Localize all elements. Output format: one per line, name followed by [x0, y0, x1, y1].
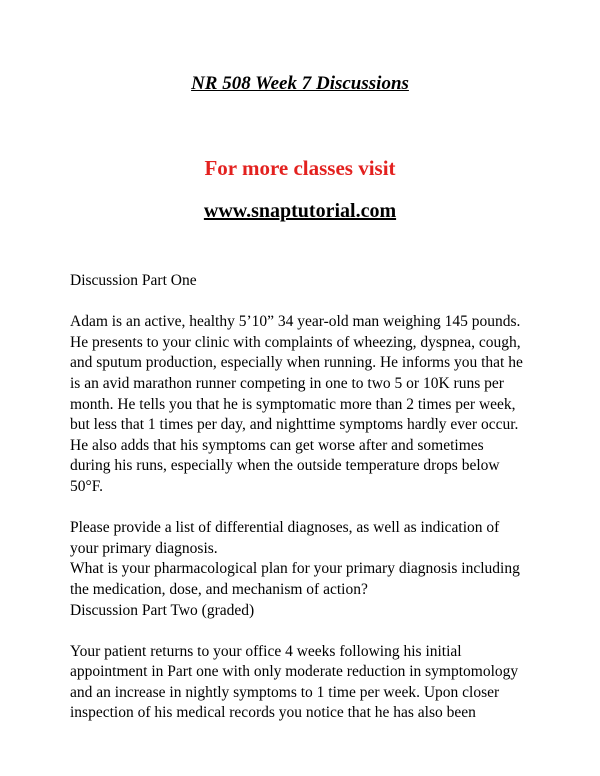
- part-two-line: Your patient returns to your office 4 weeks following his initial: [70, 642, 462, 660]
- document-body: [70, 271, 540, 724]
- case-line: 50°F.: [70, 477, 103, 495]
- question-line: What is your pharmacological plan for your primary diagnosis including: [70, 560, 520, 578]
- question-line: the medication, dose, and mechanism of action?: [70, 580, 368, 598]
- case-line: Adam is an active, healthy 5’10” 34 year-old man weighing 145 pounds.: [70, 313, 521, 331]
- part-two-line: inspection of his medical records you notice that he has also been: [70, 704, 476, 722]
- case-line: He also adds that his symptoms can get worse after and sometimes: [70, 436, 484, 454]
- part-one-heading: Discussion Part One: [70, 272, 197, 289]
- case-line: He presents to your clinic with complaints of wheezing, dyspnea, cough,: [70, 333, 521, 351]
- case-line: during his runs, especially when the outside temperature drops below: [70, 457, 500, 475]
- questions: [70, 518, 540, 621]
- document-title: NR 508 Week 7 Discussions: [191, 73, 409, 94]
- question-line: Please provide a list of differential diagnoses, as well as indication of: [70, 519, 500, 537]
- case-description: [70, 312, 540, 497]
- case-line: is an avid marathon runner competing in one to two 5 or 10K runs per: [70, 374, 504, 392]
- question-line: your primary diagnosis.: [70, 539, 218, 557]
- case-line: but less that 1 times per day, and nighttime symptoms hardly ever occur.: [70, 416, 519, 434]
- part-two-line: appointment in Part one with only moderate reduction in symptomology: [70, 663, 519, 681]
- promo-line: For more classes visit: [204, 156, 396, 180]
- part-two-line: and an increase in nightly symptoms to 1 time per week. Upon closer: [70, 683, 500, 701]
- case-line: and sputum production, especially when running. He informs you that he: [70, 354, 523, 372]
- part-two-text: [70, 642, 540, 724]
- part-two-heading: Discussion Part Two (graded): [70, 601, 255, 619]
- promo-url-link[interactable]: www.snaptutorial.com: [203, 200, 397, 222]
- case-line: month. He tells you that he is symptomatic more than 2 times per week,: [70, 395, 516, 413]
